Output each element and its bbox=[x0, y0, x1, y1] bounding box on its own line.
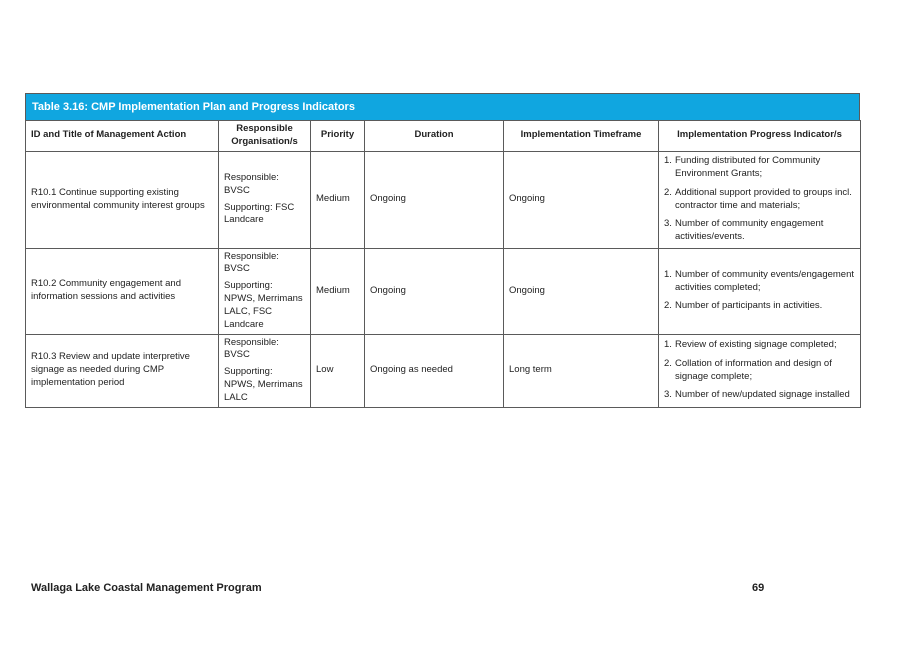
header-responsible: Responsible Organisation/s bbox=[219, 121, 311, 152]
header-duration: Duration bbox=[365, 121, 504, 152]
indicator-item bbox=[664, 300, 855, 313]
table-title: Table 3.16: CMP Implementation Plan and Progress Indicators bbox=[25, 93, 860, 120]
cell-indicators bbox=[659, 151, 861, 248]
cell-action: R10.1 Continue supporting existing environmental community interest groups bbox=[26, 151, 219, 248]
cell-priority: Low bbox=[311, 334, 365, 407]
footer-document-title: Wallaga Lake Coastal Management Program bbox=[31, 582, 262, 594]
responsible-line: Responsible: BVSC bbox=[224, 172, 279, 196]
indicator-text: Number of participants in activities. bbox=[675, 300, 823, 312]
indicator-number: 1. bbox=[664, 155, 672, 167]
indicator-item bbox=[664, 155, 855, 181]
supporting-line: Supporting: NPWS, Merrimans LALC, FSC Landcare bbox=[224, 280, 303, 330]
indicator-number: 2. bbox=[664, 186, 672, 198]
table-row bbox=[26, 248, 861, 334]
responsible-line: Responsible: BVSC bbox=[224, 250, 279, 275]
indicator-text: Review of existing signage completed; bbox=[675, 338, 837, 350]
indicator-item bbox=[664, 358, 855, 384]
implementation-table bbox=[25, 93, 860, 408]
table-row bbox=[26, 334, 861, 407]
cell-duration: Ongoing bbox=[365, 151, 504, 248]
cell-responsible bbox=[219, 151, 311, 248]
cell-timeframe: Long term bbox=[504, 334, 659, 407]
indicator-item bbox=[664, 389, 855, 402]
responsible-line: Responsible: BVSC bbox=[224, 336, 279, 361]
indicator-number: 3. bbox=[664, 218, 672, 230]
supporting-line: Supporting: NPWS, Merrimans LALC bbox=[224, 366, 303, 403]
indicator-number: 2. bbox=[664, 300, 672, 312]
header-row bbox=[26, 121, 861, 152]
cell-action: R10.3 Review and update interpretive signage as needed during CMP implementation period bbox=[26, 334, 219, 407]
indicator-item bbox=[664, 218, 855, 244]
cell-indicators bbox=[659, 334, 861, 407]
indicator-text: Additional support provided to groups incl. contractor time and materials; bbox=[675, 186, 852, 211]
indicator-item bbox=[664, 187, 855, 213]
table-row bbox=[26, 151, 861, 248]
page-number: 69 bbox=[752, 582, 765, 594]
indicator-number: 2. bbox=[664, 357, 672, 369]
header-action: ID and Title of Management Action bbox=[26, 121, 219, 152]
indicator-list bbox=[664, 155, 855, 244]
indicator-number: 1. bbox=[664, 268, 672, 280]
cell-priority: Medium bbox=[311, 248, 365, 334]
supporting-line: Supporting: FSC Landcare bbox=[224, 201, 295, 226]
indicator-item bbox=[664, 339, 855, 352]
indicator-text: Collation of information and design of signage complete; bbox=[675, 357, 832, 382]
indicator-number: 1. bbox=[664, 338, 672, 350]
cell-duration: Ongoing bbox=[365, 248, 504, 334]
header-timeframe: Implementation Timeframe bbox=[504, 121, 659, 152]
indicator-text: Funding distributed for Community Environment Grants; bbox=[675, 155, 821, 179]
cell-responsible bbox=[219, 334, 311, 407]
indicator-list bbox=[664, 339, 855, 402]
cell-timeframe: Ongoing bbox=[504, 248, 659, 334]
header-indicators: Implementation Progress Indicator/s bbox=[659, 121, 861, 152]
indicator-text: Number of community engagement activities/events. bbox=[675, 218, 824, 243]
cell-priority: Medium bbox=[311, 151, 365, 248]
header-priority: Priority bbox=[311, 121, 365, 152]
indicator-text: Number of new/updated signage installed bbox=[675, 389, 850, 401]
cell-duration: Ongoing as needed bbox=[365, 334, 504, 407]
cell-responsible bbox=[219, 248, 311, 334]
cell-indicators bbox=[659, 248, 861, 334]
implementation-grid bbox=[25, 120, 861, 408]
cell-action: R10.2 Community engagement and information sessions and activities bbox=[26, 248, 219, 334]
indicator-item bbox=[664, 269, 855, 295]
indicator-list bbox=[664, 269, 855, 313]
indicator-text: Number of community events/engagement activities completed; bbox=[675, 268, 855, 293]
indicator-number: 3. bbox=[664, 389, 672, 401]
cell-timeframe: Ongoing bbox=[504, 151, 659, 248]
